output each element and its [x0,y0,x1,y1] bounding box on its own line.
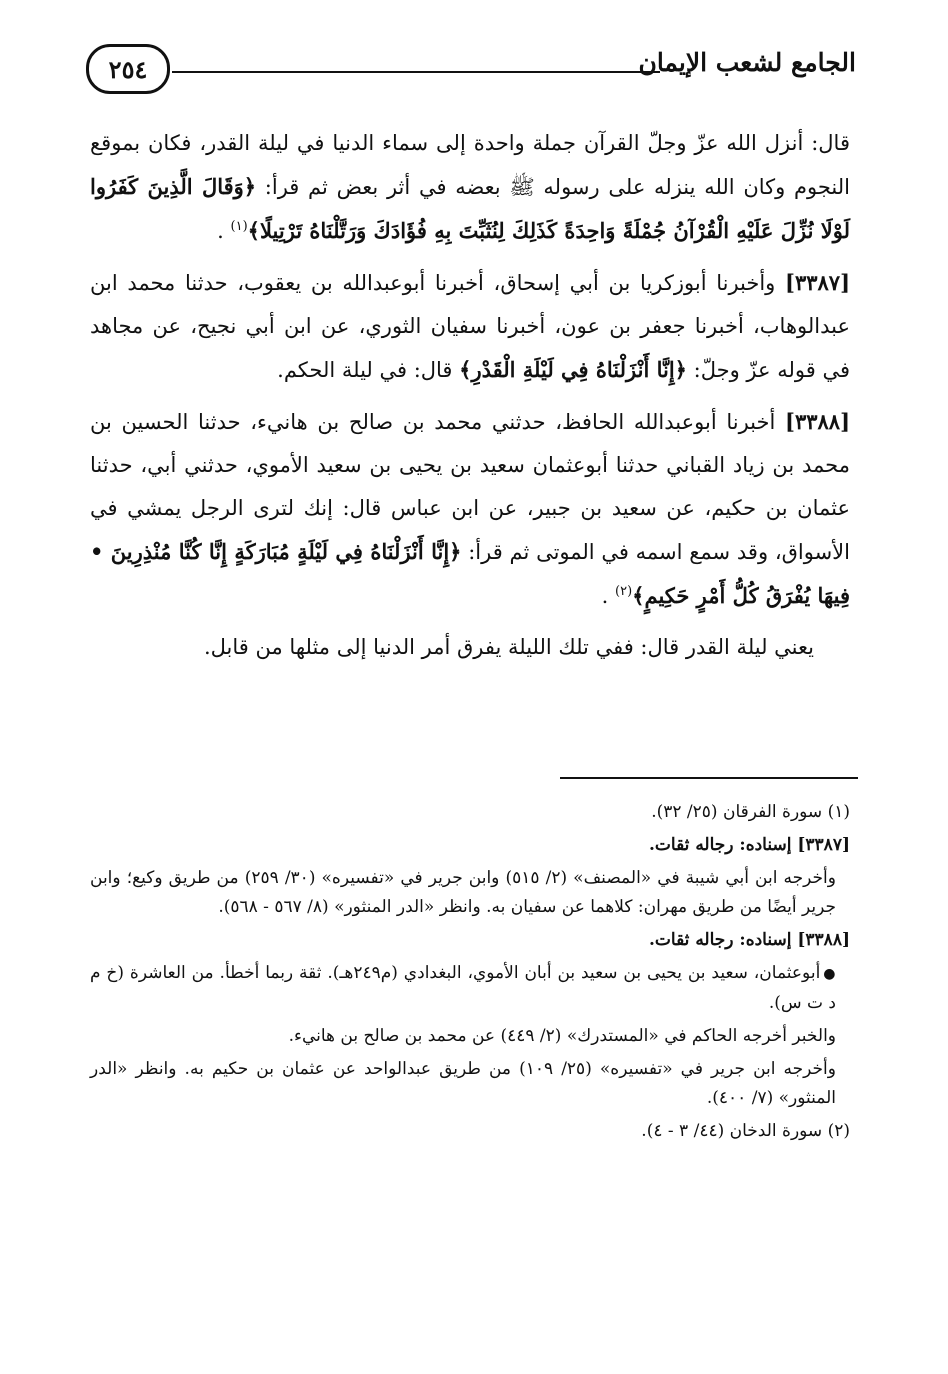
paragraph-end: . [601,584,616,608]
footnote-3388-source-2: وأخرجه ابن جرير في «تفسيره» (٢٥/ ١٠٩) من طريق عبدالواحد عن عثمان بن حكيم به. وانظر «الدر المنثور» (٧/ ٤٠٠). [90,1059,836,1108]
paragraph-text: وأخبرنا أبوزكريا بن أبي إسحاق، أخبرنا أبوعبدالله بن يعقوب، حدثنا محمد ابن عبدالوهاب، أخبرنا جعفر بن عون، أخبرنا سفيان الثوري، عن ابن أبي نجيح، عن مجاهد في قوله عزّ وجلّ: [90,271,850,382]
hadith-number: [٣٣٨٨] [785,409,850,434]
running-title: الجامع لشعب الإيمان [638,48,856,77]
paragraph-text: قال: أنزل الله عزّ وجلّ القرآن جملة واحدة إلى سماء الدنيا في ليلة القدر، فكان بموقع النجوم وكان الله ينزله على رسوله ﷺ بعضه في أثر بعض ثم قرأ: [90,131,850,199]
page-number-badge: ٢٥٤ [86,44,170,94]
main-text [90,122,850,669]
quran-verse: ﴿إِنَّا أَنْزَلْنَاهُ فِي لَيْلَةِ الْقَدْرِ﴾ [459,357,687,382]
footnote-3387-head: [٣٣٨٧] إسناده: رجاله ثقات. [648,835,850,855]
footnote-ref: (١) [230,219,248,234]
hadith-number: [٣٣٨٧] [785,270,850,295]
hadith-3387 [90,261,850,392]
footnote-ref: (٢) [615,584,633,599]
header-rule [172,71,660,73]
footnote-1: (١) سورة الفرقان (٢٥/ ٣٢). [651,802,850,822]
bullet-icon: ● [823,966,836,982]
footnote-3388-source-1: والخبر أخرجه الحاكم في «المستدرك» (٢/ ٤٤٩) عن محمد بن صالح بن هانيء. [288,1026,836,1046]
commentary-paragraph: يعني ليلة القدر قال: ففي تلك الليلة يفرق أمر الدنيا إلى مثلها من قابل. [203,635,814,659]
quran-verse: ﴿وَقَالَ الَّذِينَ كَفَرُوا لَوْلَا نُزِّلَ عَلَيْهِ الْقُرْآنُ جُمْلَةً وَاحِدَةً كَذَلِكَ لِنُثَبِّتَ بِهِ فُؤَادَكَ وَرَتَّلْنَاهُ تَرْتِيلًا﴾ [90,174,850,243]
page-header [86,44,856,100]
footnote-3388-head: [٣٣٨٨] إسناده: رجاله ثقات. [648,930,850,950]
footnote-2: (٢) سورة الدخان (٤٤/ ٣ - ٤). [641,1121,850,1141]
narrator-note: أبوعثمان، سعيد بن يحيى بن سعيد بن أبان الأموي، البغدادي (م٢٤٩هـ). ثقة ربما أخطأ. من العاشرة (خ م د ت س). [90,963,836,1013]
footnote-separator [560,777,858,779]
quran-verse: ﴿إِنَّا أَنْزَلْنَاهُ فِي لَيْلَةٍ مُبَارَكَةٍ إِنَّا كُنَّا مُنْذِرِينَ • فِيهَا يُفْرَقُ كُلُّ أَمْرٍ حَكِيمٍ﴾ [90,539,850,608]
footnotes [90,798,850,1150]
footnote-3388-narrator [90,959,850,1018]
paragraph-end: قال: في ليلة الحكم. [277,358,460,382]
paragraph-text: أخبرنا أبوعبدالله الحافظ، حدثني محمد بن صالح بن هانيء، حدثنا الحسين بن محمد بن زياد القباني حدثنا أبوعثمان سعيد بن يحيى بن سعيد الأموي، حدثني أبي، حدثنا عثمان بن حكيم، عن سعيد بن جبير، عن ابن عباس قال: إنك لترى الرجل يمشي في الأسواق، وقد سمع اسمه في الموتى ثم قرأ: [90,410,850,564]
paragraph-end: . [217,219,231,243]
paragraph-continuation [90,122,850,253]
hadith-3388 [90,400,850,618]
footnote-3387-body: وأخرجه ابن أبي شيبة في «المصنف» (٢/ ٥١٥) وابن جرير في «تفسيره» (٣٠/ ٢٥٩) من طريق وكيع؛ وابن جرير أيضًا من طريق مهران: كلاهما عن سفيان به. وانظر «الدر المنثور» (٨/ ٥٦٧ - ٥٦٨). [90,868,836,917]
